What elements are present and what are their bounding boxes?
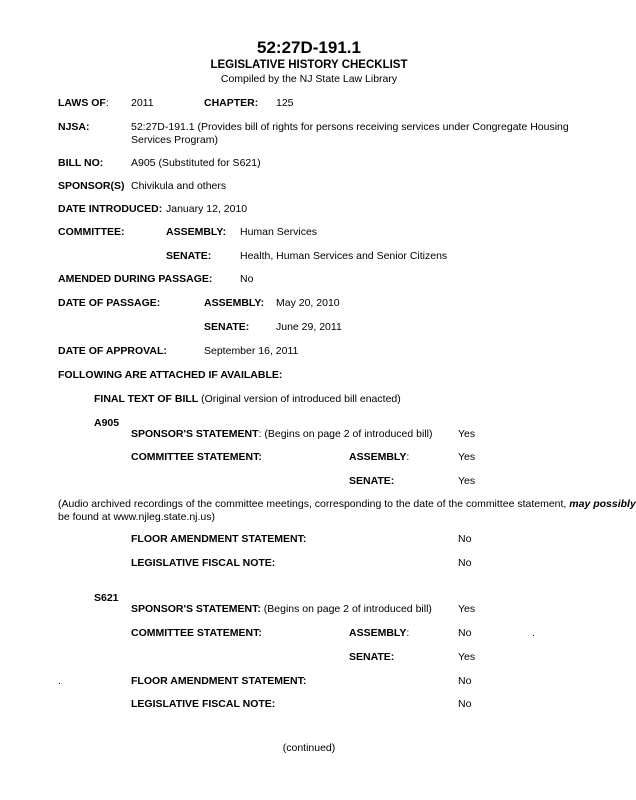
chapter-value: 125 xyxy=(276,97,294,109)
s621-committee-statement-label: COMMITTEE STATEMENT: xyxy=(131,627,262,639)
compiled-by: Compiled by the NJ State Law Library xyxy=(220,73,398,85)
approval-label: DATE OF APPROVAL: xyxy=(58,345,167,357)
final-text-line xyxy=(94,393,401,406)
s621-assembly-stray-mark: . xyxy=(532,627,535,639)
s621-floor-amendment-label: FLOOR AMENDMENT STATEMENT: xyxy=(131,675,307,687)
audio-note-line-1: (Audio archived recordings of the committee meetings, corresponding to the date of the committee statement, may possibly xyxy=(58,498,636,510)
date-introduced-label: DATE INTRODUCED: xyxy=(58,203,163,215)
passage-senate-label: SENATE: xyxy=(204,321,250,333)
passage-label: DATE OF PASSAGE: xyxy=(58,297,161,309)
s621-senate-label: SENATE: xyxy=(349,651,395,663)
final-text-note: (Original version of introduced bill enacted) xyxy=(198,393,401,405)
attached-heading: FOLLOWING ARE ATTACHED IF AVAILABLE: xyxy=(58,369,283,381)
amended-label: AMENDED DURING PASSAGE: xyxy=(58,273,213,285)
committee-senate-label: SENATE: xyxy=(166,250,212,262)
s621-fiscal-note-label: LEGISLATIVE FISCAL NOTE: xyxy=(131,698,276,710)
s621-floor-stray-mark: . xyxy=(58,675,61,687)
laws-of-label: LAWS OF: xyxy=(58,97,109,109)
amended-value: No xyxy=(240,273,254,285)
bill-no-value: A905 (Substituted for S621) xyxy=(131,157,261,169)
s621-floor-amendment-value: No xyxy=(458,675,472,687)
committee-assembly-value: Human Services xyxy=(240,226,318,238)
a905-sponsor-statement: SPONSOR'S STATEMENT: (Begins on page 2 of introduced bill) xyxy=(131,428,433,440)
s621-label: S621 xyxy=(94,592,119,604)
a905-senate-value: Yes xyxy=(458,475,476,487)
a905-assembly-value: Yes xyxy=(458,451,476,463)
njsa-label: NJSA: xyxy=(58,121,90,133)
audio-note-emphasis: may possibly xyxy=(569,498,636,510)
passage-senate-value: June 29, 2011 xyxy=(276,321,342,333)
a905-floor-amendment-value: No xyxy=(458,533,472,545)
sponsors-label: SPONSOR(S) xyxy=(58,180,125,192)
a905-senate-label: SENATE: xyxy=(349,475,395,487)
s621-fiscal-note-value: No xyxy=(458,698,472,710)
sponsors-value: Chivikula and others xyxy=(131,180,227,192)
s621-senate-value: Yes xyxy=(458,651,476,663)
page-title: 52:27D-191.1 xyxy=(257,38,361,57)
final-text-label: FINAL TEXT OF BILL xyxy=(94,393,199,405)
a905-assembly-label: ASSEMBLY: xyxy=(349,451,410,463)
a905-floor-amendment-label: FLOOR AMENDMENT STATEMENT: xyxy=(131,533,307,545)
committee-senate-value: Health, Human Services and Senior Citizens xyxy=(240,250,448,262)
s621-assembly-label: ASSEMBLY: xyxy=(349,627,410,639)
committee-label: COMMITTEE: xyxy=(58,226,125,238)
passage-assembly-value: May 20, 2010 xyxy=(276,297,340,309)
a905-sponsor-statement-value: Yes xyxy=(458,428,476,440)
a905-committee-statement-label: COMMITTEE STATEMENT: xyxy=(131,451,262,463)
s621-sponsor-statement-value: Yes xyxy=(458,603,476,615)
committee-assembly-label: ASSEMBLY: xyxy=(166,226,227,238)
audio-note-line-2: be found at www.njleg.state.nj.us) xyxy=(58,511,216,523)
s621-assembly-value: No xyxy=(458,627,472,639)
a905-fiscal-note-label: LEGISLATIVE FISCAL NOTE: xyxy=(131,557,276,569)
njsa-value: 52:27D-191.1 (Provides bill of rights for persons receiving services under Congregate Housing Services Program) xyxy=(131,121,569,146)
date-introduced-value: January 12, 2010 xyxy=(166,203,248,215)
page-subtitle: LEGISLATIVE HISTORY CHECKLIST xyxy=(210,59,408,71)
a905-label: A905 xyxy=(94,417,120,429)
continued-note: (continued) xyxy=(282,742,336,754)
passage-assembly-label: ASSEMBLY: xyxy=(204,297,265,309)
a905-fiscal-note-value: No xyxy=(458,557,472,569)
approval-value: September 16, 2011 xyxy=(204,345,299,357)
bill-no-label: BILL NO: xyxy=(58,157,104,169)
chapter-label: CHAPTER: xyxy=(204,97,259,109)
s621-sponsor-statement: SPONSOR'S STATEMENT: (Begins on page 2 of introduced bill) xyxy=(131,603,432,615)
laws-of-value: 2011 xyxy=(131,97,154,109)
